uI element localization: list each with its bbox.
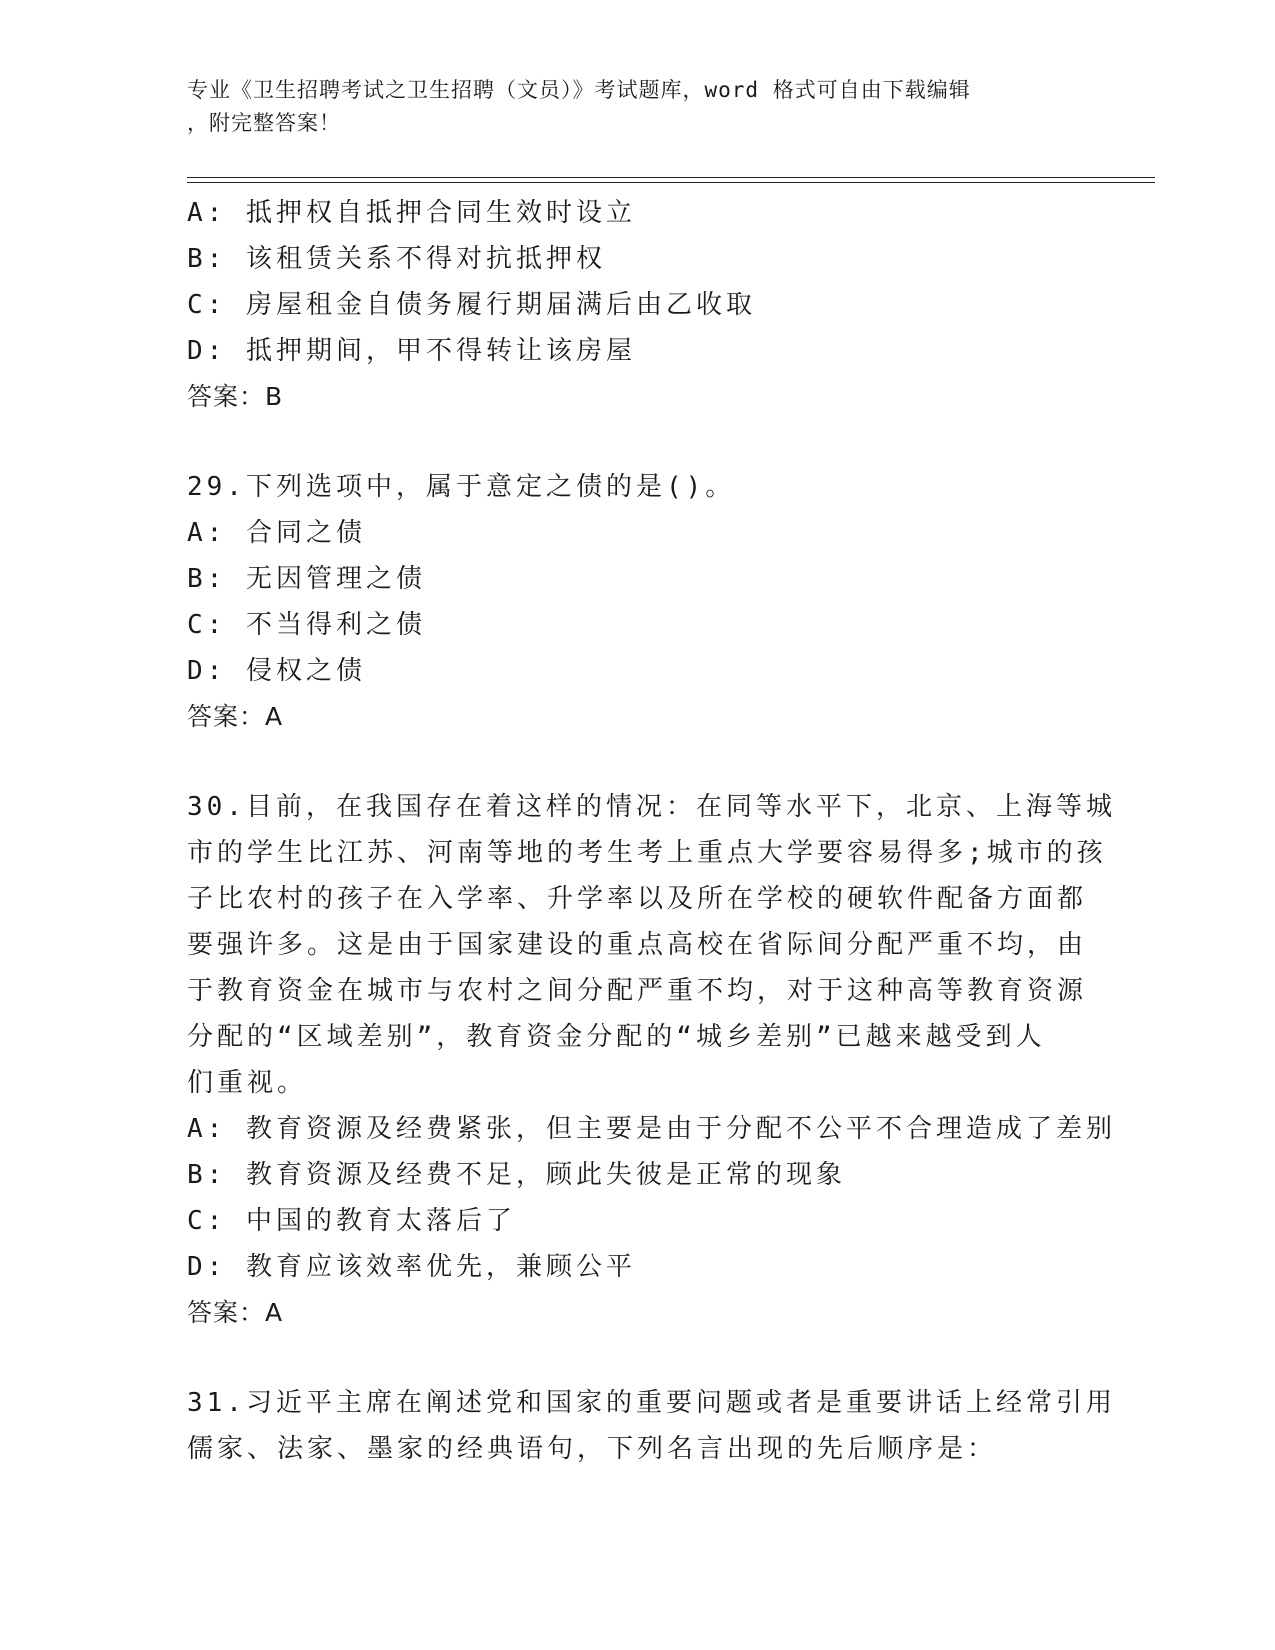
question-text-line: 儒家、法家、墨家的经典语句，下列名言出现的先后顺序是： xyxy=(187,1434,998,1464)
option-c: C: 房屋租金自债务履行期届满后由乙收取 xyxy=(187,290,756,320)
answer-line: 答案：B xyxy=(187,382,284,411)
option-b: B: 教育资源及经费不足，顾此失彼是正常的现象 xyxy=(187,1160,846,1190)
question-text-line: 30.目前，在我国存在着这样的情况：在同等水平下，北京、上海等城 xyxy=(187,792,1116,822)
header-divider-bottom xyxy=(187,182,1155,183)
header-line-2: ，附完整答案！ xyxy=(187,111,341,135)
question-text-line: 市的学生比江苏、河南等地的考生考上重点大学要容易得多;城市的孩 xyxy=(187,838,1107,868)
option-d: D: 教育应该效率优先，兼顾公平 xyxy=(187,1252,636,1282)
document-body xyxy=(187,190,1116,1472)
answer-line: 答案：A xyxy=(187,702,284,731)
spacer xyxy=(187,740,1087,784)
question-text-line: 31.习近平主席在阐述党和国家的重要问题或者是重要讲话上经常引用 xyxy=(187,1388,1116,1418)
question-text-line: 们重视。 xyxy=(187,1068,308,1098)
option-c: C: 不当得利之债 xyxy=(187,610,426,640)
question-text-line: 分配的“区域差别”，教育资金分配的“城乡差别”已越来越受到人 xyxy=(187,1022,1046,1052)
question-text-line: 要强许多。这是由于国家建设的重点高校在省际间分配严重不均，由 xyxy=(187,930,1088,960)
question-text-line: 于教育资金在城市与农村之间分配严重不均，对于这种高等教育资源 xyxy=(187,976,1088,1006)
document-header xyxy=(187,74,1067,140)
spacer xyxy=(187,420,1087,464)
spacer xyxy=(187,1336,1087,1380)
option-d: D: 抵押期间，甲不得转让该房屋 xyxy=(187,336,636,366)
option-a: A: 教育资源及经费紧张，但主要是由于分配不公平不合理造成了差别 xyxy=(187,1114,1116,1144)
question-text: 29.下列选项中，属于意定之债的是()。 xyxy=(187,472,736,502)
option-a: A: 合同之债 xyxy=(187,518,366,548)
answer-line: 答案：A xyxy=(187,1298,284,1327)
question-31 xyxy=(187,1380,1116,1472)
option-a: A: 抵押权自抵押合同生效时设立 xyxy=(187,198,636,228)
question-28 xyxy=(187,190,1087,420)
option-d: D: 侵权之债 xyxy=(187,656,366,686)
option-b: B: 该租赁关系不得对抗抵押权 xyxy=(187,244,606,274)
question-text-line: 子比农村的孩子在入学率、升学率以及所在学校的硬软件配备方面都 xyxy=(187,884,1088,914)
question-29 xyxy=(187,464,1087,740)
option-b: B: 无因管理之债 xyxy=(187,564,426,594)
question-30 xyxy=(187,784,1116,1336)
header-divider-top xyxy=(187,177,1155,178)
option-c: C: 中国的教育太落后了 xyxy=(187,1206,516,1236)
header-line-1: 专业《卫生招聘考试之卫生招聘（文员）》考试题库，word 格式可自由下载编辑 xyxy=(187,78,971,102)
